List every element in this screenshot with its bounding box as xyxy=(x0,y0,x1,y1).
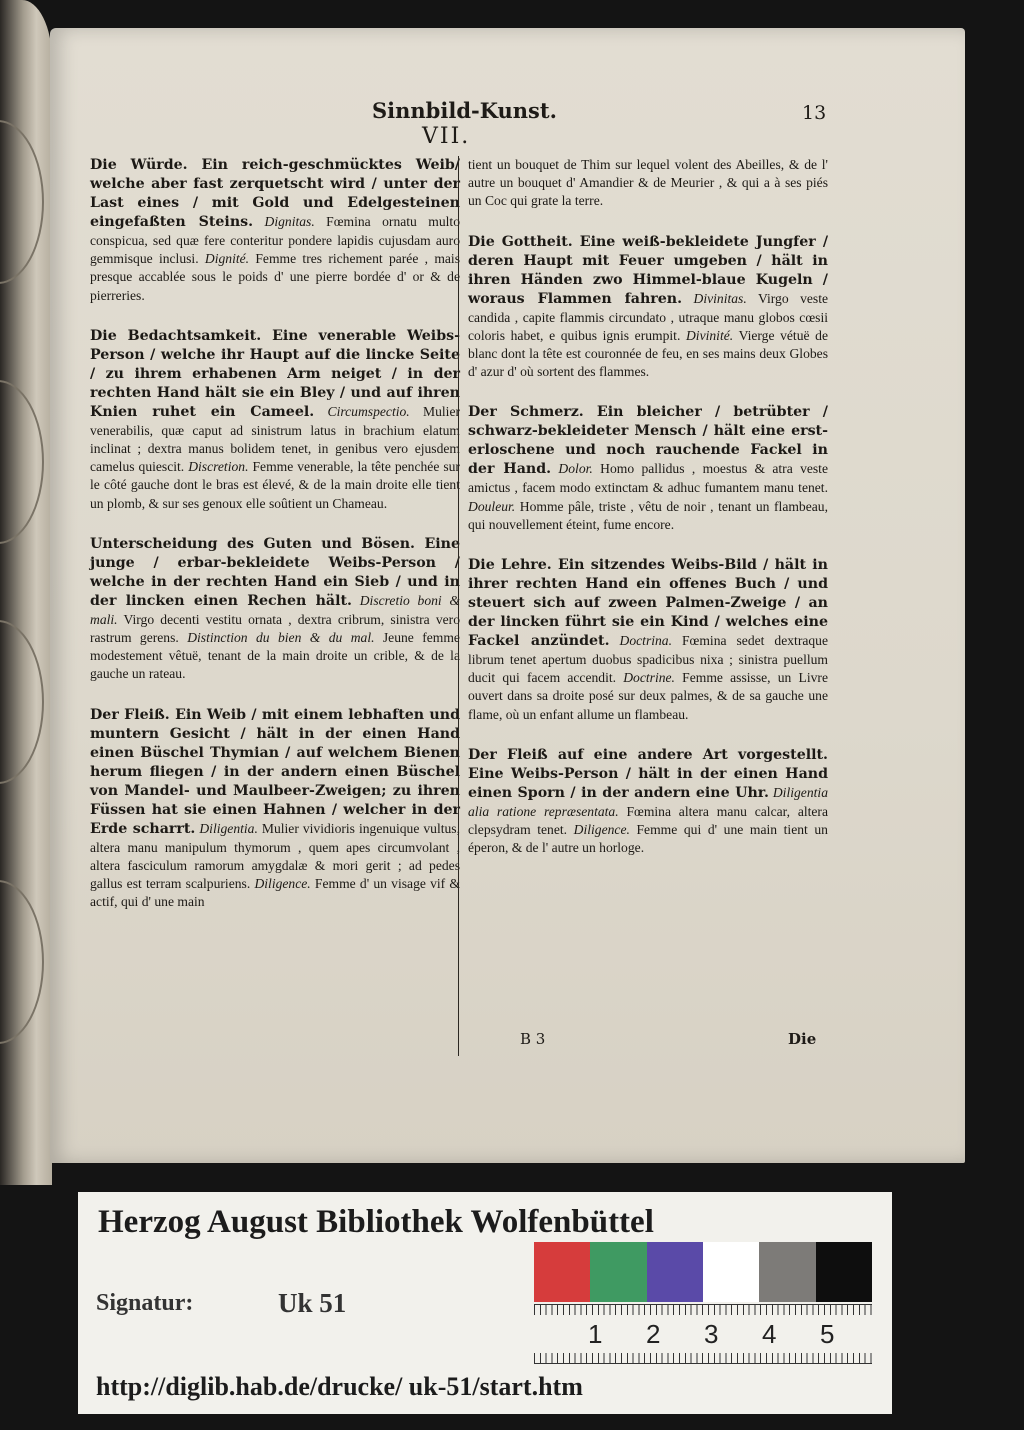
emblem-entry xyxy=(90,706,460,912)
french-heading: Discretion. xyxy=(188,459,249,475)
emblem-entry xyxy=(90,535,460,684)
library-name: Herzog August Bibliothek Wolfenbüttel xyxy=(98,1204,654,1240)
continuation-text: tient un bouquet de Thim sur lequel volent des Abeilles, & de l' autre un bouquet d' Amandier & de Meurier , & qui a à ses piés un Coc qui grate la terre. xyxy=(468,157,828,209)
color-swatch-red xyxy=(534,1242,590,1302)
signature-value: Uk 51 xyxy=(278,1288,347,1318)
medallion-engraving xyxy=(0,880,44,1044)
medallion-engraving xyxy=(0,620,44,784)
latin-heading: Divinitas. xyxy=(693,290,747,306)
french-text: Femme assisse, un Livre ouvert dans sa droite posé sur deux palmes, & de sa gauche une flame, où un enfant allume un flambeau. xyxy=(468,670,828,722)
french-text: Homme pâle, triste , vêtu de noir , tenant un flambeau, qui nouvellement éteint, fume encore. xyxy=(468,498,828,532)
scale-label: 2 xyxy=(646,1319,661,1349)
latin-heading: Discretio boni & mali. xyxy=(90,592,460,627)
french-text: Vierge vétuë de blanc dont la tête est couronnée de feu, en ses mains deux Globes d' azur d' où sortent des flammes. xyxy=(468,327,828,380)
scale-label: 5 xyxy=(820,1319,835,1349)
permalink-url: http://diglib.hab.de/drucke/ uk-51/start.htm xyxy=(96,1372,583,1401)
latin-text: Mulier venerabilis, quæ caput ad sinistrum latus in brachium elatum inclinat ; dextra manus bolidem tenet, in genibus vero ejusdem camelus quiescit. xyxy=(90,403,461,475)
latin-heading: Diligentia. xyxy=(199,820,258,836)
french-heading: Diligence. xyxy=(573,822,630,838)
color-swatch-green xyxy=(590,1242,646,1302)
medallion-engraving xyxy=(0,380,44,544)
emblem-entry xyxy=(90,327,460,513)
french-heading: Douleur. xyxy=(468,498,516,514)
page-number: 13 xyxy=(802,102,827,124)
latin-heading: Circumspectio. xyxy=(327,403,410,419)
section-number: VII. xyxy=(422,124,471,149)
latin-text: Homo pallidus , moestus & atra veste amictus , facem modo extinctam & adhuc fumantem manu tenet. xyxy=(468,461,828,496)
latin-text: Fœmina ornatu multo conspicua, sed quæ fere conteritur pondere lapidis cujusdam auro gemmisque inclusi. xyxy=(90,214,460,267)
french-heading: Diligence. xyxy=(254,876,311,892)
latin-text: Fœmina sedet dextraque librum tenet apertum duobus spadicibus nixa ; sinistra puellum ducit qui facem accendit. xyxy=(468,633,829,686)
french-heading: Distinction du bien & du mal. xyxy=(187,630,375,646)
running-head: Sinnbild-Kunst. xyxy=(372,98,557,123)
scale-label: 3 xyxy=(704,1319,719,1349)
color-swatch-blue xyxy=(647,1242,703,1302)
measurement-scale xyxy=(534,1304,872,1364)
right-column xyxy=(468,156,828,879)
latin-heading: Diligentia alia ratione repræsentata. xyxy=(468,784,828,819)
french-heading: Doctrine. xyxy=(623,670,675,686)
emblem-entry xyxy=(468,556,828,724)
french-heading: Divinité. xyxy=(685,327,734,343)
german-text: Der Fleiß auf eine andere Art vorgestellt. Eine Weibs-Person / hält in der einen Hand einen Sporn / in der andern eine Uhr. xyxy=(468,746,828,801)
latin-text: Mulier vividioris ingenuique vultus, altera manu manipulum thymorum , quem apes circumvolant , altera fasciculum ramorum amygdalæ & mori gerit ; ad pedes gallus est terram scalpuriens. xyxy=(90,820,460,892)
german-text: Der Fleiß. Ein Weib / mit einem lebhaften und muntern Gesicht / hält in der einen Hand einen Büschel Thymian / auf welchem Bienen herum fliegen / in der andern einen Büschel von Mandel- und Maulbeer-Zweigen; zu ihren Füssen hat sie einen Hahnen / welcher in der Erde scharrt. xyxy=(90,706,460,837)
french-text: Femme d' un visage vif & actif, qui d' une main xyxy=(90,876,460,910)
continued-text xyxy=(468,156,828,211)
emblem-entry xyxy=(468,233,828,382)
latin-heading: Dignitas. xyxy=(264,214,315,229)
color-swatch-white xyxy=(703,1242,759,1302)
latin-text: Virgo decenti vestitu ornata , dextra cribrum, sinistra vero rastrum gerens. xyxy=(90,611,460,646)
library-color-card xyxy=(78,1192,892,1414)
color-swatches xyxy=(534,1242,872,1302)
medallion-engraving xyxy=(0,120,44,284)
german-text: Unterscheidung des Guten und Bösen. Eine junge / erbar-bekleidete Weibs-Person / welche in der rechten Hand ein Sieb / und in der lincken einen Rechen hält. xyxy=(90,535,460,609)
french-text: Femme tres richement parée , mais presque accablée sous le poids d' une pierre bordée d' or & de pierreries. xyxy=(90,251,460,303)
german-text: Die Bedachtsamkeit. Eine venerable Weibs-Person / welche ihr Haupt auf die lincke Seite / zu ihrem erhabenen Arm neiget / in der rechten Hand hält sie ein Bley / und auf ihren Knien ruhet ein Cameel. xyxy=(90,327,460,420)
left-page-edge xyxy=(0,0,52,1185)
signature-label: Signatur: xyxy=(96,1290,194,1316)
signature-mark: B 3 xyxy=(520,1030,546,1048)
french-text: Femme venerable, la tête penchée sur le côté gauche dont le bras est élevé, & de la main droite elle tient un plomb, & sur ses genoux elle soûtient un Chameau. xyxy=(90,459,460,511)
column-divider xyxy=(458,156,459,1056)
latin-text: Virgo veste candida , capite flammis circundato , utraque manu globos cœsii coloris habet, e quibus ignis erumpit. xyxy=(468,290,829,343)
scale-label: 1 xyxy=(588,1319,603,1349)
german-text: Die Lehre. Ein sitzendes Weibs-Bild / hält in ihrer rechten Hand ein offenes Buch / und steuert sich auf zween Palmen-Zweige / an der lincken führt sie ein Kind / welches eine Fackel anzündet. xyxy=(468,557,828,650)
french-text: Femme qui d' une main tient un éperon, & de l' autre un horloge. xyxy=(468,822,828,856)
french-text: Jeune femme modestement vêtuë, tenant de la main droite un crible, & de la gauche un rateau. xyxy=(90,630,460,682)
emblem-entry xyxy=(90,156,460,305)
catchword: Die xyxy=(788,1030,817,1048)
emblem-entry xyxy=(468,403,828,534)
emblem-entry xyxy=(468,746,828,858)
german-text: Der Schmerz. Ein bleicher / betrübter / schwarz-bekleideter Mensch / hält eine erst-erloschene und noch rauchende Fackel in der Hand. xyxy=(468,404,828,478)
scale-label: 4 xyxy=(762,1319,777,1349)
left-column xyxy=(90,156,460,933)
color-swatch-black xyxy=(816,1242,872,1302)
german-text: Die Gottheit. Eine weiß-bekleidete Jungfer / deren Haupt mit Feuer umgeben / hält in ihren Händen zwo Himmel-blaue Kugeln / woraus Flammen fahren. xyxy=(468,233,828,307)
latin-heading: Doctrina. xyxy=(619,633,672,649)
book-page xyxy=(50,28,965,1163)
color-swatch-gray xyxy=(759,1242,815,1302)
latin-heading: Dolor. xyxy=(558,461,593,477)
french-heading: Dignité. xyxy=(204,251,250,267)
latin-text: Fœmina altera manu calcar, altera clepsydram tenet. xyxy=(468,803,828,838)
german-text: Die Würde. Ein reich-geschmücktes Weib/ welche aber fast zerquetscht wird / unter der Last eines / mit Gold und Edelgesteinen eingefaßten Steins. xyxy=(90,157,460,230)
